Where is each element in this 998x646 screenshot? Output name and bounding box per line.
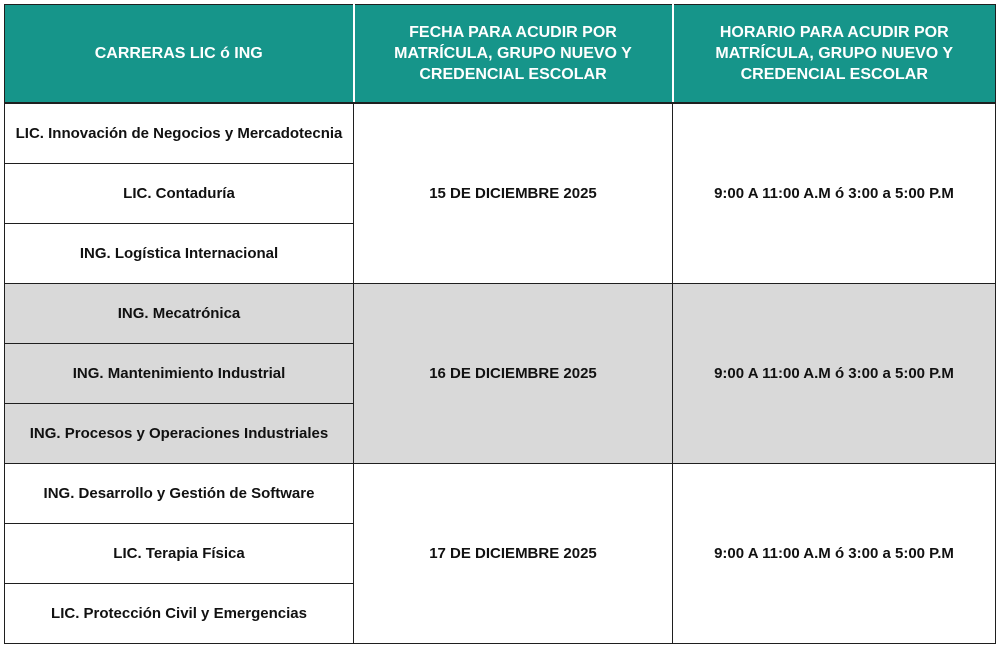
header-career-column: CARRERAS LIC ó ING [5,5,354,104]
date-cell: 15 DE DICIEMBRE 2025 [354,103,673,284]
career-cell: LIC. Contaduría [5,164,354,224]
header-date-column: FECHA PARA ACUDIR POR MATRÍCULA, GRUPO NUEVO Y CREDENCIAL ESCOLAR [354,5,673,104]
table-body [5,103,996,644]
document-page [4,4,995,641]
career-cell: ING. Procesos y Operaciones Industriales [5,404,354,464]
time-cell: 9:00 A 11:00 A.M ó 3:00 a 5:00 P.M [673,284,996,464]
career-cell: ING. Desarrollo y Gestión de Software [5,464,354,524]
table-row [5,103,996,164]
header-row [5,5,996,104]
date-cell: 17 DE DICIEMBRE 2025 [354,464,673,644]
date-cell: 16 DE DICIEMBRE 2025 [354,284,673,464]
table-row [5,284,996,344]
time-cell: 9:00 A 11:00 A.M ó 3:00 a 5:00 P.M [673,103,996,284]
time-cell: 9:00 A 11:00 A.M ó 3:00 a 5:00 P.M [673,464,996,644]
career-cell: LIC. Innovación de Negocios y Mercadotecnia [5,103,354,164]
schedule-table [4,4,996,644]
career-cell: ING. Mantenimiento Industrial [5,344,354,404]
table-row [5,464,996,524]
career-cell: ING. Logística Internacional [5,224,354,284]
table-header [5,5,996,104]
career-cell: LIC. Protección Civil y Emergencias [5,584,354,644]
header-time-column: HORARIO PARA ACUDIR POR MATRÍCULA, GRUPO NUEVO Y CREDENCIAL ESCOLAR [673,5,996,104]
career-cell: LIC. Terapia Física [5,524,354,584]
career-cell: ING. Mecatrónica [5,284,354,344]
